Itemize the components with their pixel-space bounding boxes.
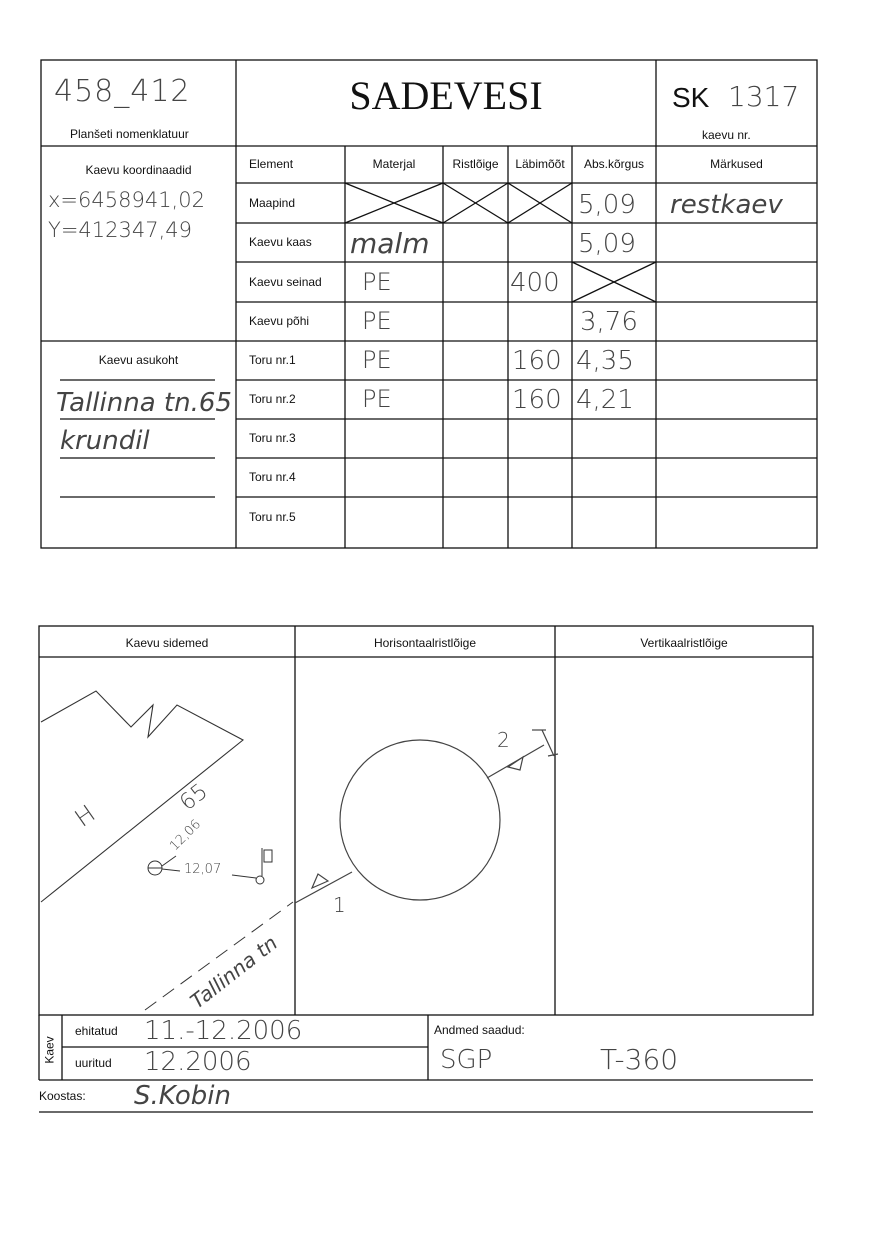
compiled-value: S.Kobin	[134, 1081, 232, 1111]
abs-height-value: 4,35	[576, 346, 634, 376]
data-from-label: Andmed saadud:	[434, 1023, 525, 1037]
abs-height-value: 3,76	[580, 307, 638, 337]
material-value: PE	[362, 268, 392, 296]
sheet-nomenclature-value: 458_412	[54, 74, 191, 109]
built-value: 11.-12.2006	[144, 1016, 303, 1046]
well-number-value: 1317	[728, 80, 800, 113]
section-connections: Kaevu sidemed	[125, 636, 209, 650]
col-header-material: Materjal	[372, 157, 416, 171]
table-row-element: Toru nr.3	[249, 431, 296, 445]
side-label-kaev: Kaev	[42, 1036, 57, 1064]
location-line1: Tallinna tn.65	[56, 388, 232, 418]
table-row-element: Maapind	[249, 196, 296, 210]
section-horizontal: Horisontaalristlõige	[373, 636, 477, 650]
col-header-abs-height: Abs.kõrgus	[583, 157, 645, 171]
surveyed-label: uuritud	[75, 1056, 112, 1070]
material-value: malm	[350, 227, 430, 260]
material-value: PE	[362, 346, 392, 374]
pipe-2-label: 2	[497, 728, 510, 752]
coordinate-x: x=6458941,02	[48, 188, 205, 212]
building-letter: H	[69, 799, 101, 833]
well-prefix: SK	[672, 82, 710, 113]
table-row-element: Kaevu kaas	[249, 235, 312, 249]
col-header-element: Element	[249, 157, 294, 171]
table-row-element: Toru nr.5	[249, 510, 296, 524]
table-row-element: Kaevu seinad	[249, 275, 322, 289]
building-number: 65	[175, 779, 213, 816]
table-row-element: Toru nr.4	[249, 470, 296, 484]
instrument-value: T-360	[600, 1043, 679, 1076]
page-title: SADEVESI	[349, 73, 543, 118]
diameter-value: 160	[512, 385, 562, 415]
street-name: Tallinna tn	[185, 930, 282, 1014]
col-header-remarks: Märkused	[710, 157, 763, 171]
material-value: PE	[362, 307, 392, 335]
abs-height-value: 4,21	[576, 385, 634, 415]
diameter-value: 400	[510, 268, 560, 298]
dimension-1: 12,06	[167, 817, 205, 854]
abs-height-value: 5,09	[578, 229, 636, 259]
coordinate-y: Y=412347,49	[48, 218, 192, 242]
table-row-element: Toru nr.2	[249, 392, 296, 406]
surveyed-value: 12.2006	[144, 1047, 252, 1077]
coordinates-label: Kaevu koordinaadid	[85, 163, 192, 177]
material-value: PE	[362, 385, 392, 413]
remarks-value: restkaev	[670, 190, 783, 220]
compiled-label: Koostas:	[39, 1089, 86, 1103]
diameter-value: 160	[512, 346, 562, 376]
well-number-label: kaevu nr.	[702, 128, 751, 142]
col-header-cross-section: Ristlõige	[452, 157, 499, 171]
sheet-nomenclature-label: Planšeti nomenklatuur	[70, 127, 189, 141]
table-row-element: Kaevu põhi	[249, 314, 310, 328]
dimension-2: 12,07	[184, 862, 222, 877]
table-row-element: Toru nr.1	[249, 353, 296, 367]
well-circle	[340, 740, 500, 900]
location-line2: krundil	[60, 426, 150, 456]
built-label: ehitatud	[75, 1024, 118, 1038]
section-vertical: Vertikaalristlõige	[640, 636, 728, 650]
pipe-1-label: 1	[333, 893, 346, 917]
data-from-value: SGP	[440, 1045, 493, 1075]
col-header-diameter: Läbimõõt	[515, 157, 565, 171]
abs-height-value: 5,09	[578, 190, 636, 220]
location-label: Kaevu asukoht	[98, 353, 179, 367]
